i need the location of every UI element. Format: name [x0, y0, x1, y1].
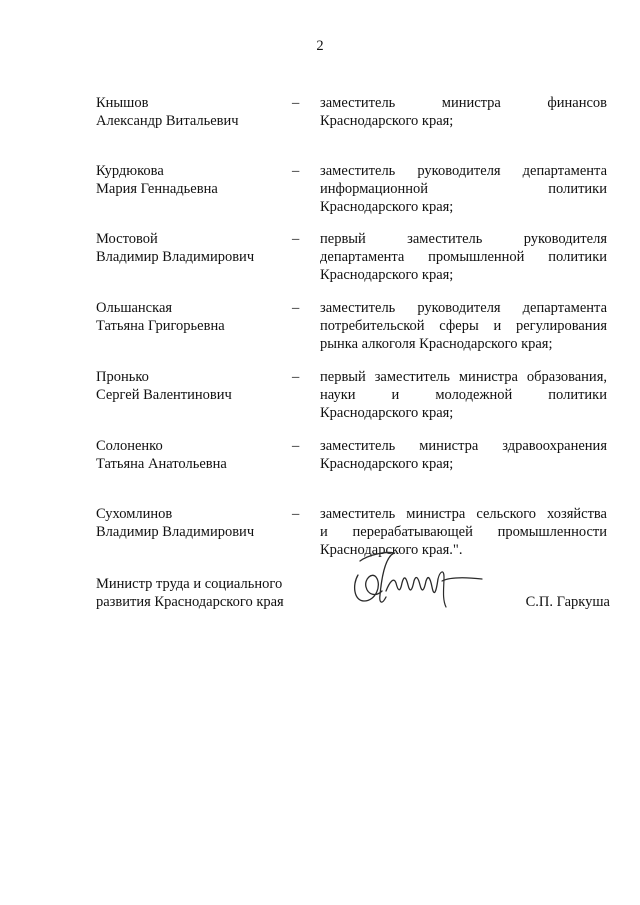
- member-given-names: Александр Витальевич: [96, 113, 239, 129]
- member-position: [320, 230, 607, 284]
- member-surname: Курдюкова: [96, 163, 164, 179]
- signature-stroke: [355, 575, 382, 601]
- member-position-line: потребительской сферы и регулирования: [320, 318, 607, 334]
- member-position-line: и перерабатывающей промышленности: [320, 524, 607, 540]
- member-position-line: Краснодарского края.".: [320, 542, 463, 558]
- signer-title-line: развития Краснодарского края: [96, 594, 284, 610]
- member-row: [96, 162, 608, 230]
- member-position-line: департамента промышленной политики: [320, 249, 607, 265]
- member-position-line: Краснодарского края;: [320, 405, 454, 421]
- member-position-line: заместитель министра финансов: [320, 95, 607, 111]
- member-row: [96, 299, 608, 368]
- signature-stroke: [438, 572, 482, 607]
- member-dash: –: [292, 300, 300, 316]
- member-position: [320, 437, 607, 473]
- member-dash: –: [292, 438, 300, 454]
- member-given-names: Мария Геннадьевна: [96, 181, 218, 197]
- member-given-names: Сергей Валентинович: [96, 387, 232, 403]
- member-surname: Сухомлинов: [96, 506, 173, 522]
- member-name: [96, 230, 286, 266]
- member-name: [96, 437, 286, 473]
- member-row: [96, 368, 608, 437]
- member-dash: –: [292, 369, 300, 385]
- member-name: [96, 94, 286, 130]
- member-name: [96, 162, 286, 198]
- member-name: [96, 368, 286, 404]
- member-position-line: науки и молодежной политики: [320, 387, 607, 403]
- signer-title: [96, 575, 316, 611]
- member-dash: –: [292, 231, 300, 247]
- member-position-line: информационной политики: [320, 181, 607, 197]
- page-number: 2: [316, 38, 324, 54]
- member-position-line: Краснодарского края;: [320, 456, 454, 472]
- member-position-line: Краснодарского края;: [320, 267, 454, 283]
- member-row: [96, 437, 608, 505]
- member-given-names: Татьяна Григорьевна: [96, 318, 225, 334]
- signer-title-line: Министр труда и социального: [96, 576, 283, 592]
- member-position: [320, 299, 607, 353]
- signature-stroke: [386, 578, 438, 593]
- members-list: [96, 94, 608, 573]
- member-row: [96, 230, 608, 299]
- member-position-line: Краснодарского края;: [320, 199, 454, 215]
- member-name: [96, 505, 286, 541]
- member-surname: Кнышов: [96, 95, 149, 111]
- member-given-names: Владимир Владимирович: [96, 249, 255, 265]
- member-dash: –: [292, 163, 300, 179]
- member-position-line: заместитель министра здравоохранения: [320, 438, 607, 454]
- signature-block: [96, 575, 610, 635]
- member-given-names: Татьяна Анатольевна: [96, 456, 227, 472]
- member-row: [96, 94, 608, 162]
- member-position-line: рынка алкоголя Краснодарского края;: [320, 336, 553, 352]
- signer-name: С.П. Гаркуша: [525, 594, 610, 610]
- member-position-line: первый заместитель руководителя: [320, 231, 607, 247]
- member-position-line: Краснодарского края;: [320, 113, 454, 129]
- member-position-line: заместитель министра сельского хозяйства: [320, 506, 607, 522]
- member-position: [320, 162, 607, 216]
- member-position: [320, 368, 607, 422]
- member-surname: Ольшанская: [96, 300, 173, 316]
- member-dash: –: [292, 95, 300, 111]
- member-surname: Мостовой: [96, 231, 158, 247]
- member-position: [320, 94, 607, 130]
- member-name: [96, 299, 286, 335]
- member-position-line: первый заместитель министра образования,: [320, 369, 607, 385]
- member-position-line: заместитель руководителя департамента: [320, 163, 607, 179]
- member-given-names: Владимир Владимирович: [96, 524, 255, 540]
- member-surname: Пронько: [96, 369, 149, 385]
- handwritten-signature-icon: [346, 547, 486, 617]
- member-position-line: заместитель руководителя департамента: [320, 300, 607, 316]
- member-dash: –: [292, 506, 300, 522]
- member-surname: Солоненко: [96, 438, 163, 454]
